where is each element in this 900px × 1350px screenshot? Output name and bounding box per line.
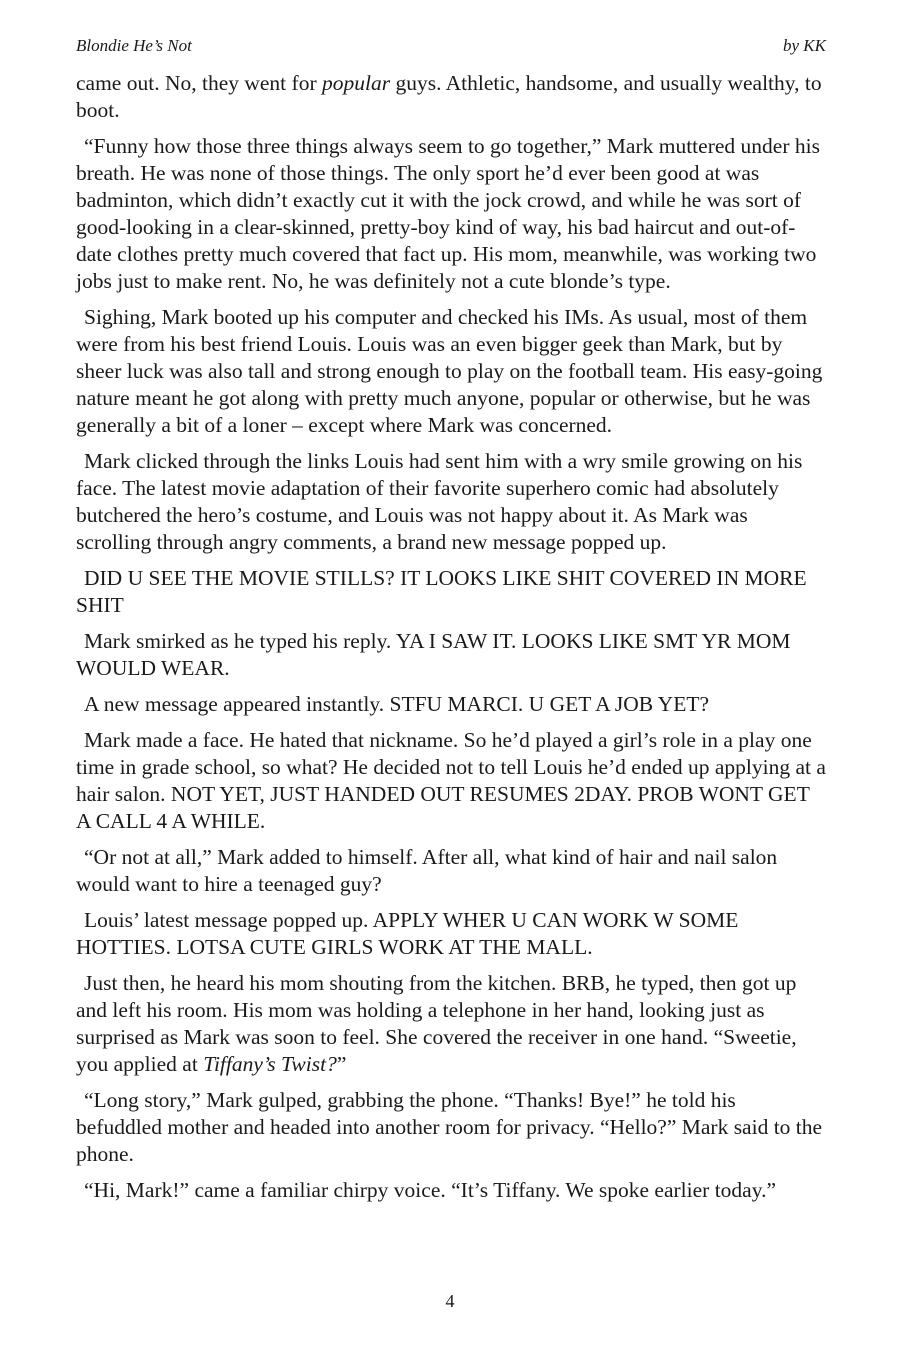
paragraph-text: Louis’ latest message popped up. APPLY WHER U CAN WORK W SOME HOTTIES. LOTSA CUTE GIRLS WORK AT THE MALL. xyxy=(76,908,739,959)
paragraph xyxy=(76,448,826,556)
paragraph xyxy=(76,70,826,124)
paragraph xyxy=(76,628,826,682)
paragraph xyxy=(76,907,826,961)
page-number: 4 xyxy=(445,1291,455,1311)
body-text xyxy=(76,70,826,1213)
running-title: Blondie He’s Not xyxy=(76,36,192,55)
paragraph-text: A new message appeared instantly. STFU MARCI. U GET A JOB YET? xyxy=(84,692,710,716)
paragraph-text: “Or not at all,” Mark added to himself. After all, what kind of hair and nail salon would want to hire a teenaged guy? xyxy=(76,845,778,896)
paragraph xyxy=(76,133,826,295)
paragraph xyxy=(76,1087,826,1168)
paragraph-text: “Hi, Mark!” came a familiar chirpy voice. “It’s Tiffany. We spoke earlier today.” xyxy=(84,1178,776,1202)
italic-text: popular xyxy=(321,71,391,95)
paragraph-text: Mark clicked through the links Louis had sent him with a wry smile growing on his face. The latest movie adaptation of their favorite superhero comic had absolutely butchered the hero’s costume, and Louis was not happy about it. As Mark was scrolling through angry comments, a brand new message popped up. xyxy=(76,449,803,554)
paragraph-text: DID U SEE THE MOVIE STILLS? IT LOOKS LIKE SHIT COVERED IN MORE SHIT xyxy=(76,566,807,617)
paragraph xyxy=(76,565,826,619)
paragraph xyxy=(76,844,826,898)
running-header xyxy=(76,36,826,56)
paragraph-text: Mark made a face. He hated that nickname. So he’d played a girl’s role in a play one time in grade school, so what? He decided not to tell Louis he’d ended up applying at a hair salon. NOT YET, JUST HANDED OUT RESUMES 2DAY. PROB WONT GET A CALL 4 A WHILE. xyxy=(76,728,826,833)
paragraph-text: Just then, he heard his mom shouting from the kitchen. BRB, he typed, then got up and left his room. His mom was holding a telephone in her hand, looking just as surprised as Mark was soon to feel. She covered the receiver in one hand. “Sweetie, you applied at xyxy=(76,971,797,1076)
paragraph-text: guys. Athletic, handsome, and usually wealthy, to boot. xyxy=(76,71,822,122)
paragraph-text: came out. No, they went for xyxy=(76,71,322,95)
paragraph-text: “Long story,” Mark gulped, grabbing the phone. “Thanks! Bye!” he told his befuddled mother and headed into another room for privacy. “Hello?” Mark said to the phone. xyxy=(76,1088,823,1166)
paragraph xyxy=(76,727,826,835)
paragraph-text: “Funny how those three things always seem to go together,” Mark muttered under his breath. He was none of those things. The only sport he’d ever been good at was badminton, which didn’t exactly cut it with the jock crowd, and while he was sort of good-looking in a clear-skinned, pretty-boy kind of way, his bad haircut and out-of-date clothes pretty much covered that fact up. His mom, meanwhile, was working two jobs just to make rent. No, he was definitely not a cute blonde’s type. xyxy=(76,134,820,293)
paragraph-text: Sighing, Mark booted up his computer and checked his IMs. As usual, most of them were from his best friend Louis. Louis was an even bigger geek than Mark, but by sheer luck was also tall and strong enough to play on the football team. His easy-going nature meant he got along with pretty much anyone, popular or otherwise, but he was generally a bit of a loner – except where Mark was concerned. xyxy=(76,305,823,437)
paragraph xyxy=(76,970,826,1078)
italic-text: Tiffany’s Twist? xyxy=(203,1052,337,1076)
paragraph xyxy=(76,691,826,718)
running-author: by KK xyxy=(783,36,826,55)
paragraph-text: Mark smirked as he typed his reply. YA I SAW IT. LOOKS LIKE SMT YR MOM WOULD WEAR. xyxy=(76,629,791,680)
paragraph xyxy=(76,1177,826,1204)
paragraph xyxy=(76,304,826,439)
paragraph-text: ” xyxy=(336,1052,347,1076)
